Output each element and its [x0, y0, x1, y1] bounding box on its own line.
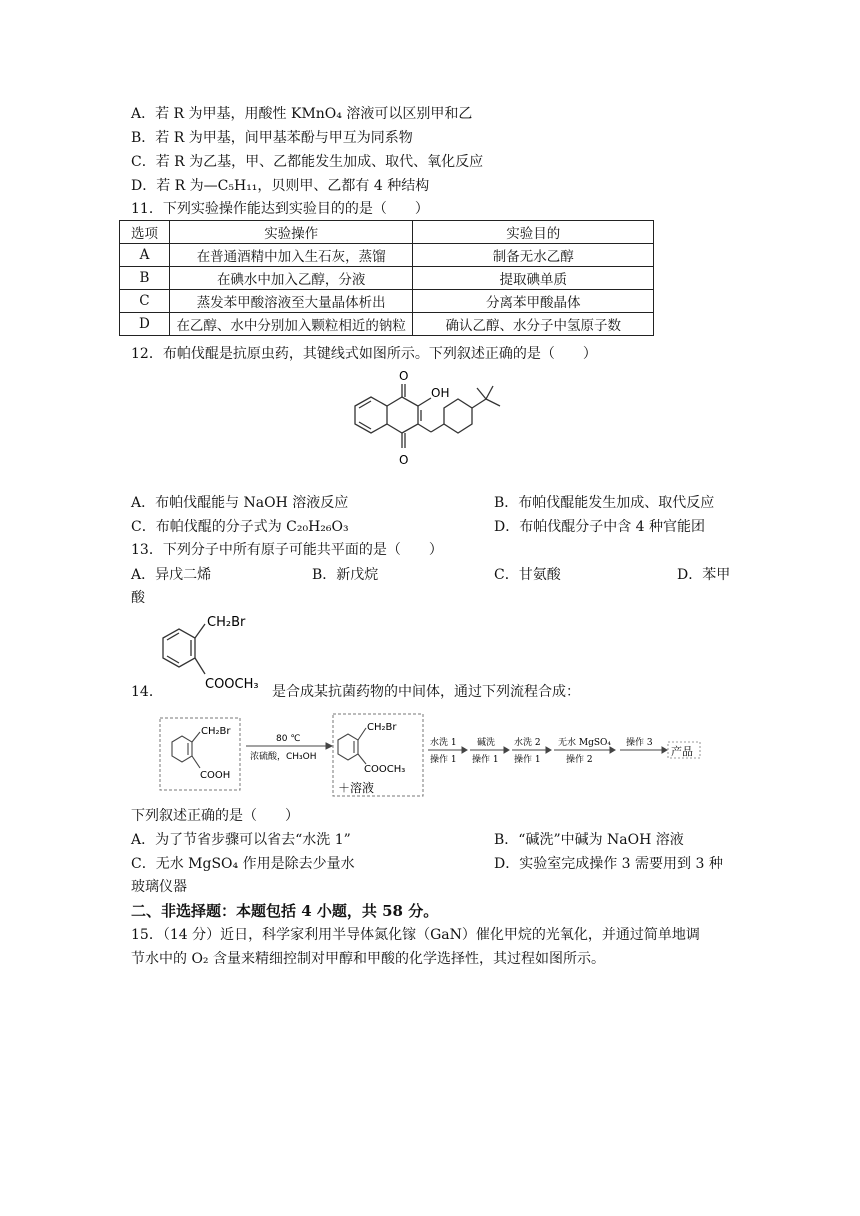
q11-table: [119, 220, 654, 336]
table-header-cell: 实验目的: [413, 221, 654, 244]
table-cell: 在乙醇、水中分别加入颗粒相近的钠粒: [169, 313, 413, 336]
q10-option-c: C．若 R 为乙基，甲、乙都能发生加成、取代、氧化反应: [131, 154, 484, 170]
table-header-row: [120, 221, 654, 244]
section-heading: 二、非选择题：本题包括 4 小题，共 58 分。: [131, 902, 439, 920]
hydroxyl-label: OH: [431, 386, 450, 400]
step-1-top: 水洗 1: [430, 738, 457, 748]
q12-option-a: A．布帕伐醌能与 NaOH 溶液反应: [131, 495, 349, 511]
table-cell: D: [120, 313, 170, 336]
start-cooh-label: COOH: [200, 770, 231, 781]
q13-option-a: A．异戊二烯: [131, 567, 212, 583]
q13-stem: 13．下列分子中所有原子可能共平面的是（ ）: [131, 542, 443, 558]
table-row: [120, 290, 654, 313]
step-5-top: 操作 3: [626, 738, 653, 748]
table-cell: 蒸发苯甲酸溶液至大量晶体析出: [169, 290, 413, 313]
ch2br-label: CH₂Br: [207, 615, 246, 630]
table-cell: 在碘水中加入乙醇，分液: [169, 267, 413, 290]
step-3-bottom: 操作 1: [514, 755, 541, 765]
plus-solution-label: ＋溶液: [338, 781, 375, 795]
q14-stem-tail: 是合成某抗菌药物的中间体，通过下列流程合成：: [272, 684, 580, 700]
start-ch2br-label: CH₂Br: [201, 726, 231, 737]
q14-option-c: C．无水 MgSO₄ 作用是除去少量水: [131, 856, 355, 872]
step-2-bottom: 操作 1: [472, 755, 499, 765]
q13-option-c: C．甘氨酸: [494, 567, 561, 583]
q14-option-d: D．实验室完成操作 3 需要用到 3 种: [494, 856, 723, 872]
step-3-top: 水洗 2: [514, 738, 541, 748]
q15-line-2: 节水中的 O₂ 含量来精细控制对甲醇和甲酸的化学选择性，其过程如图所示。: [131, 951, 605, 967]
table-cell: 分离苯甲酸晶体: [413, 290, 654, 313]
table-cell: B: [120, 267, 170, 290]
q14-target-molecule: [155, 608, 273, 696]
table-cell: C: [120, 290, 170, 313]
table-row: [120, 313, 654, 336]
q14-option-a: A．为了节省步骤可以省去“水洗 1”: [131, 832, 351, 848]
reaction-temperature: 80 ℃: [276, 734, 301, 744]
q10-option-a: A．若 R 为甲基，用酸性 KMnO₄ 溶液可以区别甲和乙: [131, 106, 473, 122]
q13-option-b: B．新戊烷: [312, 567, 379, 583]
table-cell: A: [120, 244, 170, 267]
q14-synthesis-flowchart: [158, 712, 703, 798]
step-4-top: 无水 MgSO₄: [558, 738, 611, 748]
table-cell: 在普通酒精中加入生石灰，蒸馏: [169, 244, 413, 267]
q12-option-c: C．布帕伐醌的分子式为 C₂₀H₂₆O₃: [131, 519, 349, 535]
table-cell: 提取碘单质: [413, 267, 654, 290]
mid-cooch3-label: COOCH₃: [364, 764, 406, 775]
table-row: [120, 244, 654, 267]
oxygen-label-top: O: [399, 369, 409, 383]
q14-option-d-wrap: 玻璃仪器: [131, 879, 187, 895]
q14-ask: 下列叙述正确的是（ ）: [131, 808, 299, 824]
buparvaquone-structure-figure: [345, 366, 515, 478]
q12-stem: 12．布帕伐醌是抗原虫药，其键线式如图所示。下列叙述正确的是（ ）: [131, 346, 597, 362]
q10-option-b: B．若 R 为甲基，间甲基苯酚与甲互为同系物: [131, 130, 413, 146]
oxygen-label-bottom: O: [399, 453, 409, 467]
q14-option-b: B．“碱洗”中碱为 NaOH 溶液: [494, 832, 684, 848]
q12-option-b: B．布帕伐醌能发生加成、取代反应: [494, 495, 715, 511]
table-cell: 确认乙醇、水分子中氢原子数: [413, 313, 654, 336]
q15-line-1: 15．（14 分）近日，科学家利用半导体氮化镓（GaN）催化甲烷的光氧化，并通过简单地调: [131, 927, 700, 943]
step-2-top: 碱洗: [477, 738, 496, 748]
step-4-bottom: 操作 2: [566, 755, 593, 765]
table-cell: 制备无水乙醇: [413, 244, 654, 267]
reaction-reagents: 浓硫酸，CH₃OH: [250, 752, 317, 762]
q10-option-d: D．若 R 为—C₅H₁₁，贝则甲、乙都有 4 种结构: [131, 178, 430, 194]
q14-number: 14．: [131, 684, 163, 700]
q11-stem: 11．下列实验操作能达到实验目的的是（ ）: [131, 201, 429, 217]
product-label: 产品: [671, 745, 693, 758]
table-header-cell: 实验操作: [169, 221, 413, 244]
step-1-bottom: 操作 1: [430, 755, 457, 765]
mid-ch2br-label: CH₂Br: [367, 722, 397, 733]
table-row: [120, 267, 654, 290]
q13-option-d-wrap: 酸: [131, 590, 145, 606]
table-header-cell: 选项: [120, 221, 170, 244]
q13-option-d: D．苯甲: [677, 567, 731, 583]
cooch3-label: COOCH₃: [205, 677, 259, 692]
q12-option-d: D．布帕伐醌分子中含 4 种官能团: [494, 519, 706, 535]
